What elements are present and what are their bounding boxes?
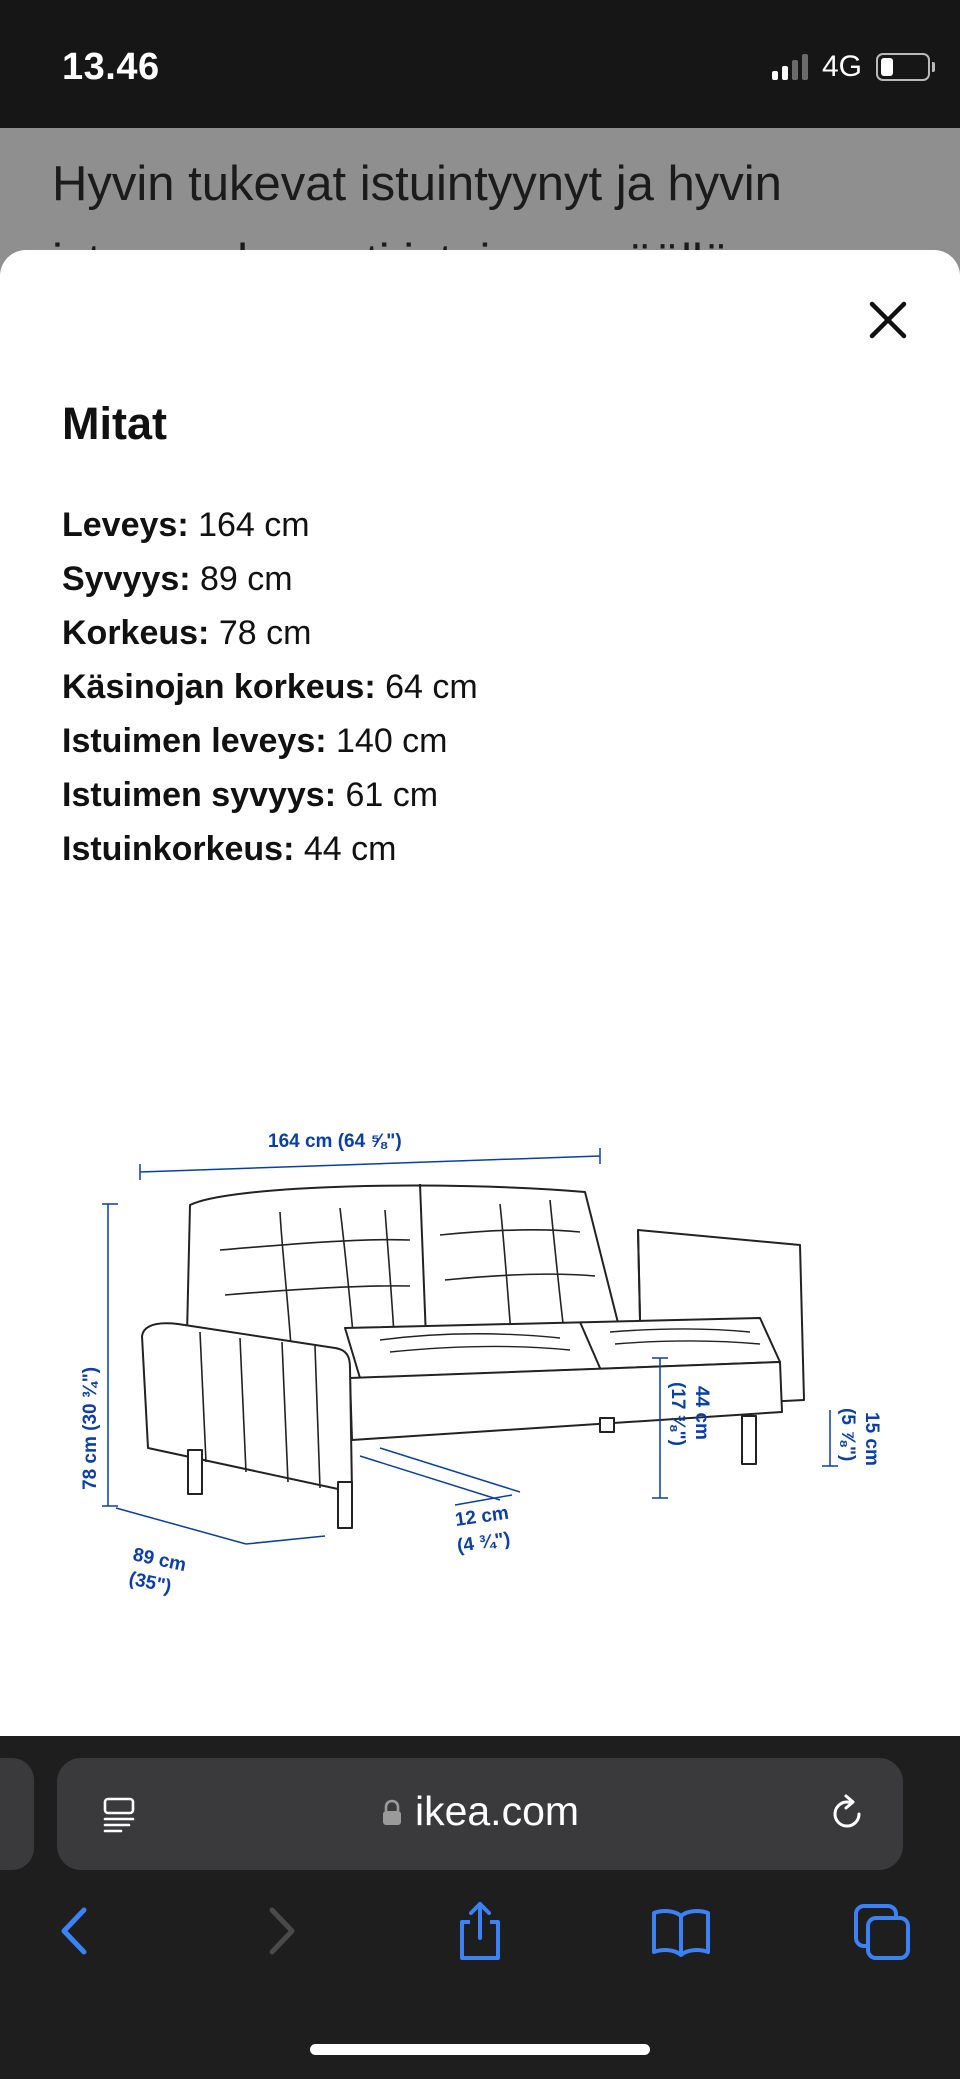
dimension-label: Leveys: <box>62 506 189 544</box>
leg-gap-label-2: (4 ¾") <box>455 1528 512 1557</box>
dimension-label: Korkeus: <box>62 614 210 652</box>
dimension-row <box>62 822 478 876</box>
sofa-leg <box>742 1416 756 1464</box>
leg-gap-label-1: 12 cm <box>453 1502 511 1531</box>
home-indicator <box>310 2044 650 2055</box>
dimension-row <box>62 768 478 822</box>
status-indicators <box>772 50 930 84</box>
url-display[interactable] <box>57 1788 903 1835</box>
dimension-label: Istuimen syvyys: <box>62 776 337 814</box>
depth-label-1: 89 cm <box>130 1544 189 1577</box>
leg-height-label-2: (5 ⅞") <box>837 1408 858 1462</box>
leg-height-label-1: 15 cm <box>861 1412 882 1466</box>
sheet-title: Mitat <box>62 398 167 449</box>
close-button[interactable] <box>864 296 912 344</box>
dimension-value: 140 cm <box>326 722 448 760</box>
previous-tab-peek[interactable] <box>0 1758 34 1870</box>
signal-icon <box>772 54 808 80</box>
address-bar[interactable] <box>57 1758 903 1870</box>
dimension-row <box>62 606 478 660</box>
dimensions-list <box>62 498 478 876</box>
dimension-row <box>62 660 478 714</box>
background-text-line1: Hyvin tukevat istuintyynyt ja hyvin <box>52 157 782 211</box>
network-type: 4G <box>821 50 862 83</box>
reload-icon[interactable] <box>825 1792 869 1836</box>
dimension-value: 164 cm <box>188 506 310 544</box>
dimension-value: 44 cm <box>294 830 397 868</box>
share-icon[interactable] <box>449 1900 511 1962</box>
dimension-row <box>62 552 478 606</box>
dimension-value: 89 cm <box>190 560 293 598</box>
width-label: 164 cm (64 ⅝") <box>268 1131 402 1152</box>
bookmarks-icon[interactable] <box>650 1900 712 1962</box>
lock-icon <box>381 1799 403 1827</box>
status-bar <box>0 0 960 128</box>
left-armrest <box>142 1323 352 1492</box>
dimension-value: 64 cm <box>375 668 478 706</box>
forward-icon[interactable] <box>250 1900 312 1962</box>
sofa-dimension-diagram <box>60 1100 900 1620</box>
dimension-label: Istuinkorkeus: <box>62 830 295 868</box>
seat-height-label-2: (17 ⅜") <box>667 1382 688 1446</box>
seat-height-label-1: 44 cm <box>691 1386 712 1440</box>
dimension-label: Istuimen leveys: <box>62 722 327 760</box>
dimension-row <box>62 498 478 552</box>
sofa-leg <box>188 1450 202 1494</box>
dimension-label: Syvyys: <box>62 560 191 598</box>
dimension-row <box>62 714 478 768</box>
sofa-leg <box>600 1418 614 1432</box>
back-icon[interactable] <box>44 1900 106 1962</box>
status-time: 13.46 <box>62 46 160 88</box>
tabs-icon[interactable] <box>852 1900 914 1962</box>
battery-icon <box>876 53 930 81</box>
depth-label-2: (35") <box>126 1568 174 1598</box>
dimension-value: 61 cm <box>336 776 439 814</box>
sofa-leg <box>338 1482 352 1528</box>
close-icon <box>864 296 912 344</box>
height-label: 78 cm (30 ¾") <box>80 1366 101 1490</box>
dimension-label: Käsinojan korkeus: <box>62 668 376 706</box>
url-text: ikea.com <box>414 1788 580 1834</box>
dimension-value: 78 cm <box>209 614 312 652</box>
